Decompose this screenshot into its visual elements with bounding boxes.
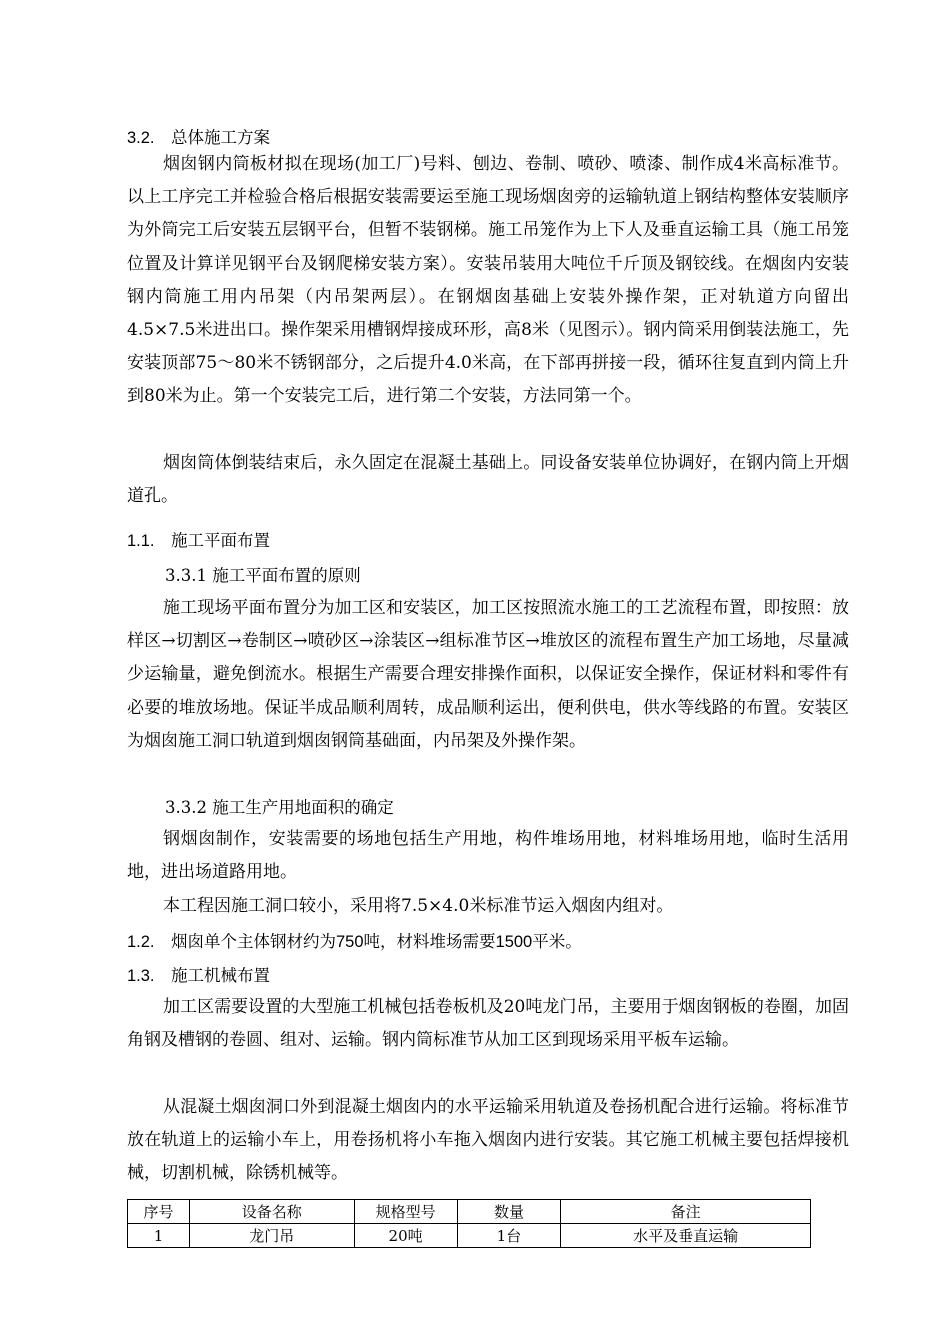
paragraph-overall-method: 烟囱钢内筒板材拟在现场(加工厂)号料、刨边、卷制、喷砂、喷漆、制作成4米高标准节。以上工序完工并检验合格后根据安装需要运至施工现场烟囱旁的运输轨道上钢结构整体安装顺序为外筒完工后安装五层钢平台，但暂不装钢梯。施工吊笼作为上下人及垂直运输工具（施工吊笼位置及计算详见钢平台及钢爬梯安装方案）。安装吊装用大吨位千斤顶及钢铰线。在烟囱内安装钢内筒施工用内吊架（内吊架两层）。在钢烟囱基础上安装外操作架，正对轨道方向留出4.5×7.5米进出口。操作架采用槽钢焊接成环形，高8米（见图示）。钢内筒采用倒装法施工，先安装顶部75～80米不锈钢部分，之后提升4.0米高，在下部再拼接一段，循环往复直到内筒上升到80米为止。第一个安装完工后，进行第二个安装，方法同第一个。 bbox=[127, 154, 849, 407]
table-cell: 水平及垂直运输 bbox=[561, 1224, 811, 1248]
section-title: 施工平面布置 bbox=[171, 532, 270, 550]
section-title: 总体施工方案 bbox=[171, 129, 270, 147]
paragraph-standard-section-transport: 本工程因施工洞口较小，采用将7.5×4.0米标准节运入烟囱内组对。 bbox=[163, 896, 674, 916]
table-header-row bbox=[128, 1200, 811, 1224]
paragraph-land-usage: 钢烟囱制作，安装需要的场地包括生产用地，构件堆场用地，材料堆场用地，临时生活用地，进出场道路用地。 bbox=[127, 829, 849, 883]
paragraph-chimney-fixing: 烟囱筒体倒装结束后，永久固定在混凝土基础上。同设备安装单位协调好，在钢内筒上开烟道孔。 bbox=[127, 453, 849, 507]
section-heading-machinery bbox=[127, 966, 270, 986]
section-heading-overall-plan bbox=[127, 128, 270, 148]
section-number: 1.3. bbox=[127, 967, 155, 985]
subsection-layout-principle: 3.3.1 施工平面布置的原则 bbox=[165, 566, 361, 585]
section-number: 1.2. bbox=[127, 933, 155, 951]
section-number: 1.1. bbox=[127, 532, 155, 550]
table-header-cell: 序号 bbox=[128, 1200, 190, 1224]
table-header-cell: 备注 bbox=[561, 1200, 811, 1224]
section-number: 3.2. bbox=[127, 129, 155, 147]
table-cell: 20吨 bbox=[354, 1224, 457, 1248]
equipment-table bbox=[127, 1199, 811, 1248]
table-header-cell: 数量 bbox=[457, 1200, 561, 1224]
table-cell: 1 bbox=[128, 1224, 190, 1248]
paragraph-layout-principle: 施工现场平面布置分为加工区和安装区，加工区按照流水施工的工艺流程布置，即按照：放样区→切割区→卷制区→喷砂区→涂装区→组标准节区→堆放区的流程布置生产加工场地，尽量减少运输量，避免倒流水。根据生产需要合理安排操作面积，以保证安全操作，保证材料和零件有必要的堆放场地。保证半成品顺利周转，成品顺利运出，便利供电，供水等线路的布置。安装区为烟囱施工洞口轨道到烟囱钢筒基础面，内吊架及外操作架。 bbox=[127, 598, 849, 751]
section-title: 烟囱单个主体钢材约为750吨，材料堆场需要1500平米。 bbox=[171, 933, 582, 951]
section-heading-steel-tonnage bbox=[127, 932, 582, 952]
section-heading-site-layout bbox=[127, 531, 270, 551]
section-title: 施工机械布置 bbox=[171, 967, 270, 985]
table-header-cell: 设备名称 bbox=[189, 1200, 354, 1224]
table-cell: 龙门吊 bbox=[189, 1224, 354, 1248]
table-row bbox=[128, 1224, 811, 1248]
paragraph-processing-machinery: 加工区需要设置的大型施工机械包括卷板机及20吨龙门吊，主要用于烟囱钢板的卷圈，加固角钢及槽钢的卷圆、组对、运输。钢内筒标准节从加工区到现场采用平板车运输。 bbox=[127, 997, 849, 1051]
table-header-cell: 规格型号 bbox=[354, 1200, 457, 1224]
paragraph-horizontal-transport: 从混凝土烟囱洞口外到混凝土烟囱内的水平运输采用轨道及卷扬机配合进行运输。将标准节放在轨道上的运输小车上，用卷扬机将小车拖入烟囱内进行安装。其它施工机械主要包括焊接机械，切割机械，除锈机械等。 bbox=[127, 1097, 849, 1184]
subsection-land-area: 3.3.2 施工生产用地面积的确定 bbox=[165, 798, 394, 817]
table-cell: 1台 bbox=[457, 1224, 561, 1248]
